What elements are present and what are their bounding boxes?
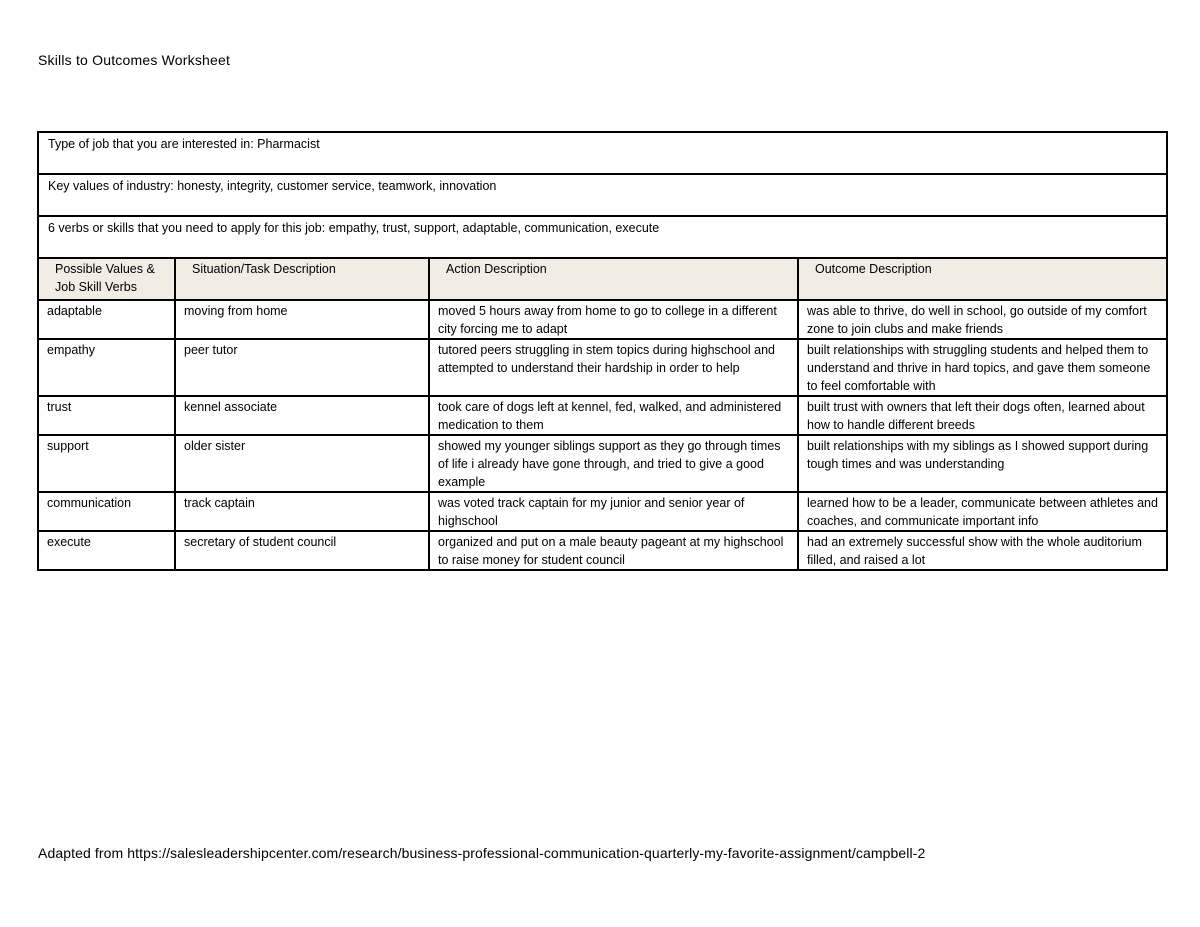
skill-cell: adaptable <box>38 300 175 339</box>
outcome-cell: had an extremely successful show with the whole auditorium filled, and raised a lot <box>798 531 1167 570</box>
action-cell: moved 5 hours away from home to go to college in a different city forcing me to adapt <box>429 300 798 339</box>
values-header <box>38 258 175 300</box>
situation-cell: secretary of student council <box>175 531 429 570</box>
skill-cell: empathy <box>38 339 175 396</box>
outcome-cell: learned how to be a leader, communicate between athletes and coaches, and communicate important info <box>798 492 1167 531</box>
table-row <box>38 492 1167 531</box>
skill-cell: trust <box>38 396 175 435</box>
action-cell: tutored peers struggling in stem topics during highschool and attempted to understand their hardship in order to help <box>429 339 798 396</box>
action-cell: took care of dogs left at kennel, fed, walked, and administered medication to them <box>429 396 798 435</box>
job-interest-cell: Type of job that you are interested in: Pharmacist <box>38 132 1167 174</box>
action-cell: was voted track captain for my junior and senior year of highschool <box>429 492 798 531</box>
skill-cell: execute <box>38 531 175 570</box>
situation-header-label: Situation/Task Description <box>192 262 336 276</box>
skills-worksheet-table <box>37 131 1168 571</box>
situation-cell: track captain <box>175 492 429 531</box>
job-interest-row <box>38 132 1167 174</box>
verbs-skills-row <box>38 216 1167 258</box>
document-title: Skills to Outcomes Worksheet <box>38 52 231 68</box>
action-header-label: Action Description <box>446 262 547 276</box>
skill-cell: communication <box>38 492 175 531</box>
table-row <box>38 300 1167 339</box>
table-row <box>38 531 1167 570</box>
outcome-cell: built relationships with my siblings as I showed support during tough times and was understanding <box>798 435 1167 492</box>
values-header-label: Possible Values & Job Skill Verbs <box>55 262 155 294</box>
outcome-cell: built relationships with struggling students and helped them to understand and thrive in hard topics, and gave them someone to feel comfortable with <box>798 339 1167 396</box>
outcome-cell: built trust with owners that left their dogs often, learned about how to handle different breeds <box>798 396 1167 435</box>
skill-cell: support <box>38 435 175 492</box>
verbs-skills-cell: 6 verbs or skills that you need to apply for this job: empathy, trust, support, adaptable, communication, execute <box>38 216 1167 258</box>
action-cell: showed my younger siblings support as they go through times of life i already have gone through, and tried to give a good example <box>429 435 798 492</box>
action-header <box>429 258 798 300</box>
situation-cell: peer tutor <box>175 339 429 396</box>
outcome-header <box>798 258 1167 300</box>
key-values-cell: Key values of industry: honesty, integrity, customer service, teamwork, innovation <box>38 174 1167 216</box>
situation-header <box>175 258 429 300</box>
table-row <box>38 339 1167 396</box>
key-values-row <box>38 174 1167 216</box>
outcome-cell: was able to thrive, do well in school, go outside of my comfort zone to join clubs and make friends <box>798 300 1167 339</box>
action-cell: organized and put on a male beauty pageant at my highschool to raise money for student council <box>429 531 798 570</box>
situation-cell: kennel associate <box>175 396 429 435</box>
situation-cell: older sister <box>175 435 429 492</box>
outcome-header-label: Outcome Description <box>815 262 932 276</box>
column-header-row <box>38 258 1167 300</box>
table-row <box>38 396 1167 435</box>
situation-cell: moving from home <box>175 300 429 339</box>
table-row <box>38 435 1167 492</box>
source-attribution: Adapted from https://salesleadershipcenter.com/research/business-professional-communication-quarterly-my-favorite-assignment/campbell-2 <box>38 845 926 861</box>
